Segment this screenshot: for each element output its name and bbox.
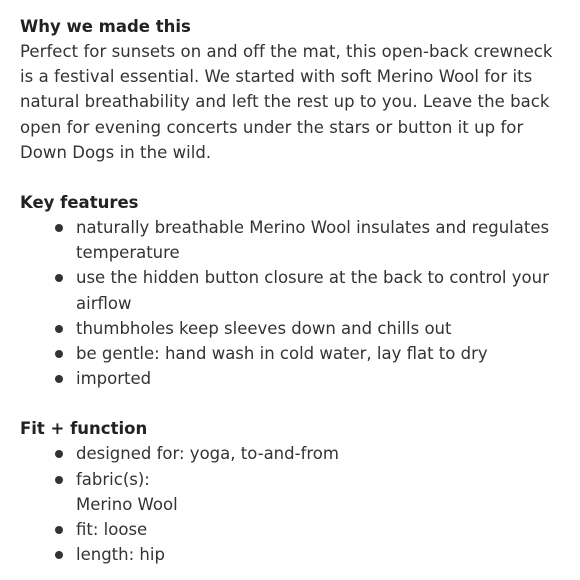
list-item — [20, 441, 562, 466]
bullet-icon — [55, 450, 63, 458]
list-item — [20, 341, 562, 366]
list-item — [20, 316, 562, 341]
list-item — [20, 366, 562, 391]
fit-function-list — [20, 441, 562, 567]
bullet-icon — [55, 325, 63, 333]
list-item — [20, 542, 562, 567]
bullet-icon — [55, 350, 63, 358]
section-spacer — [20, 391, 562, 416]
bullet-icon — [55, 375, 63, 383]
key-features-section — [20, 190, 562, 391]
bullet-icon — [55, 526, 63, 534]
list-item-text: use the hidden button closure at the back to control your airflow — [76, 268, 549, 313]
bullet-icon — [55, 274, 63, 282]
fit-function-section — [20, 416, 562, 567]
why-heading: Why we made this — [20, 17, 191, 36]
list-item — [20, 467, 562, 517]
list-item-subtext: Merino Wool — [76, 494, 178, 514]
bullet-icon — [55, 476, 63, 484]
list-item-text: length: hip — [76, 545, 165, 565]
bullet-icon — [55, 551, 63, 559]
list-item-text: designed for: yoga, to-and-from — [76, 444, 339, 464]
list-item-text: fit: loose — [76, 520, 148, 540]
key-features-list — [20, 215, 562, 391]
fit-function-heading: Fit + function — [20, 419, 148, 439]
section-spacer — [20, 165, 562, 190]
list-item-text: fabric(s): — [76, 469, 150, 489]
bullet-icon — [55, 224, 63, 232]
why-body: Perfect for sunsets on and off the mat, this open-back crewneck is a festival essential. We started with soft Merino Wool for its natural breathability and left the rest up to you. Leave the back open for evening concerts under the stars or button it up for Down Dogs in the wild. — [20, 42, 553, 162]
list-item-text: imported — [76, 369, 152, 389]
list-item — [20, 517, 562, 542]
why-we-made-this-section — [20, 14, 562, 165]
list-item-text: be gentle: hand wash in cold water, lay flat to dry — [76, 344, 488, 364]
list-item-text: naturally breathable Merino Wool insulates and regulates temperature — [76, 218, 550, 263]
list-item — [20, 215, 562, 265]
list-item — [20, 265, 562, 315]
list-item-text: thumbholes keep sleeves down and chills out — [76, 318, 452, 338]
key-features-heading: Key features — [20, 193, 139, 213]
